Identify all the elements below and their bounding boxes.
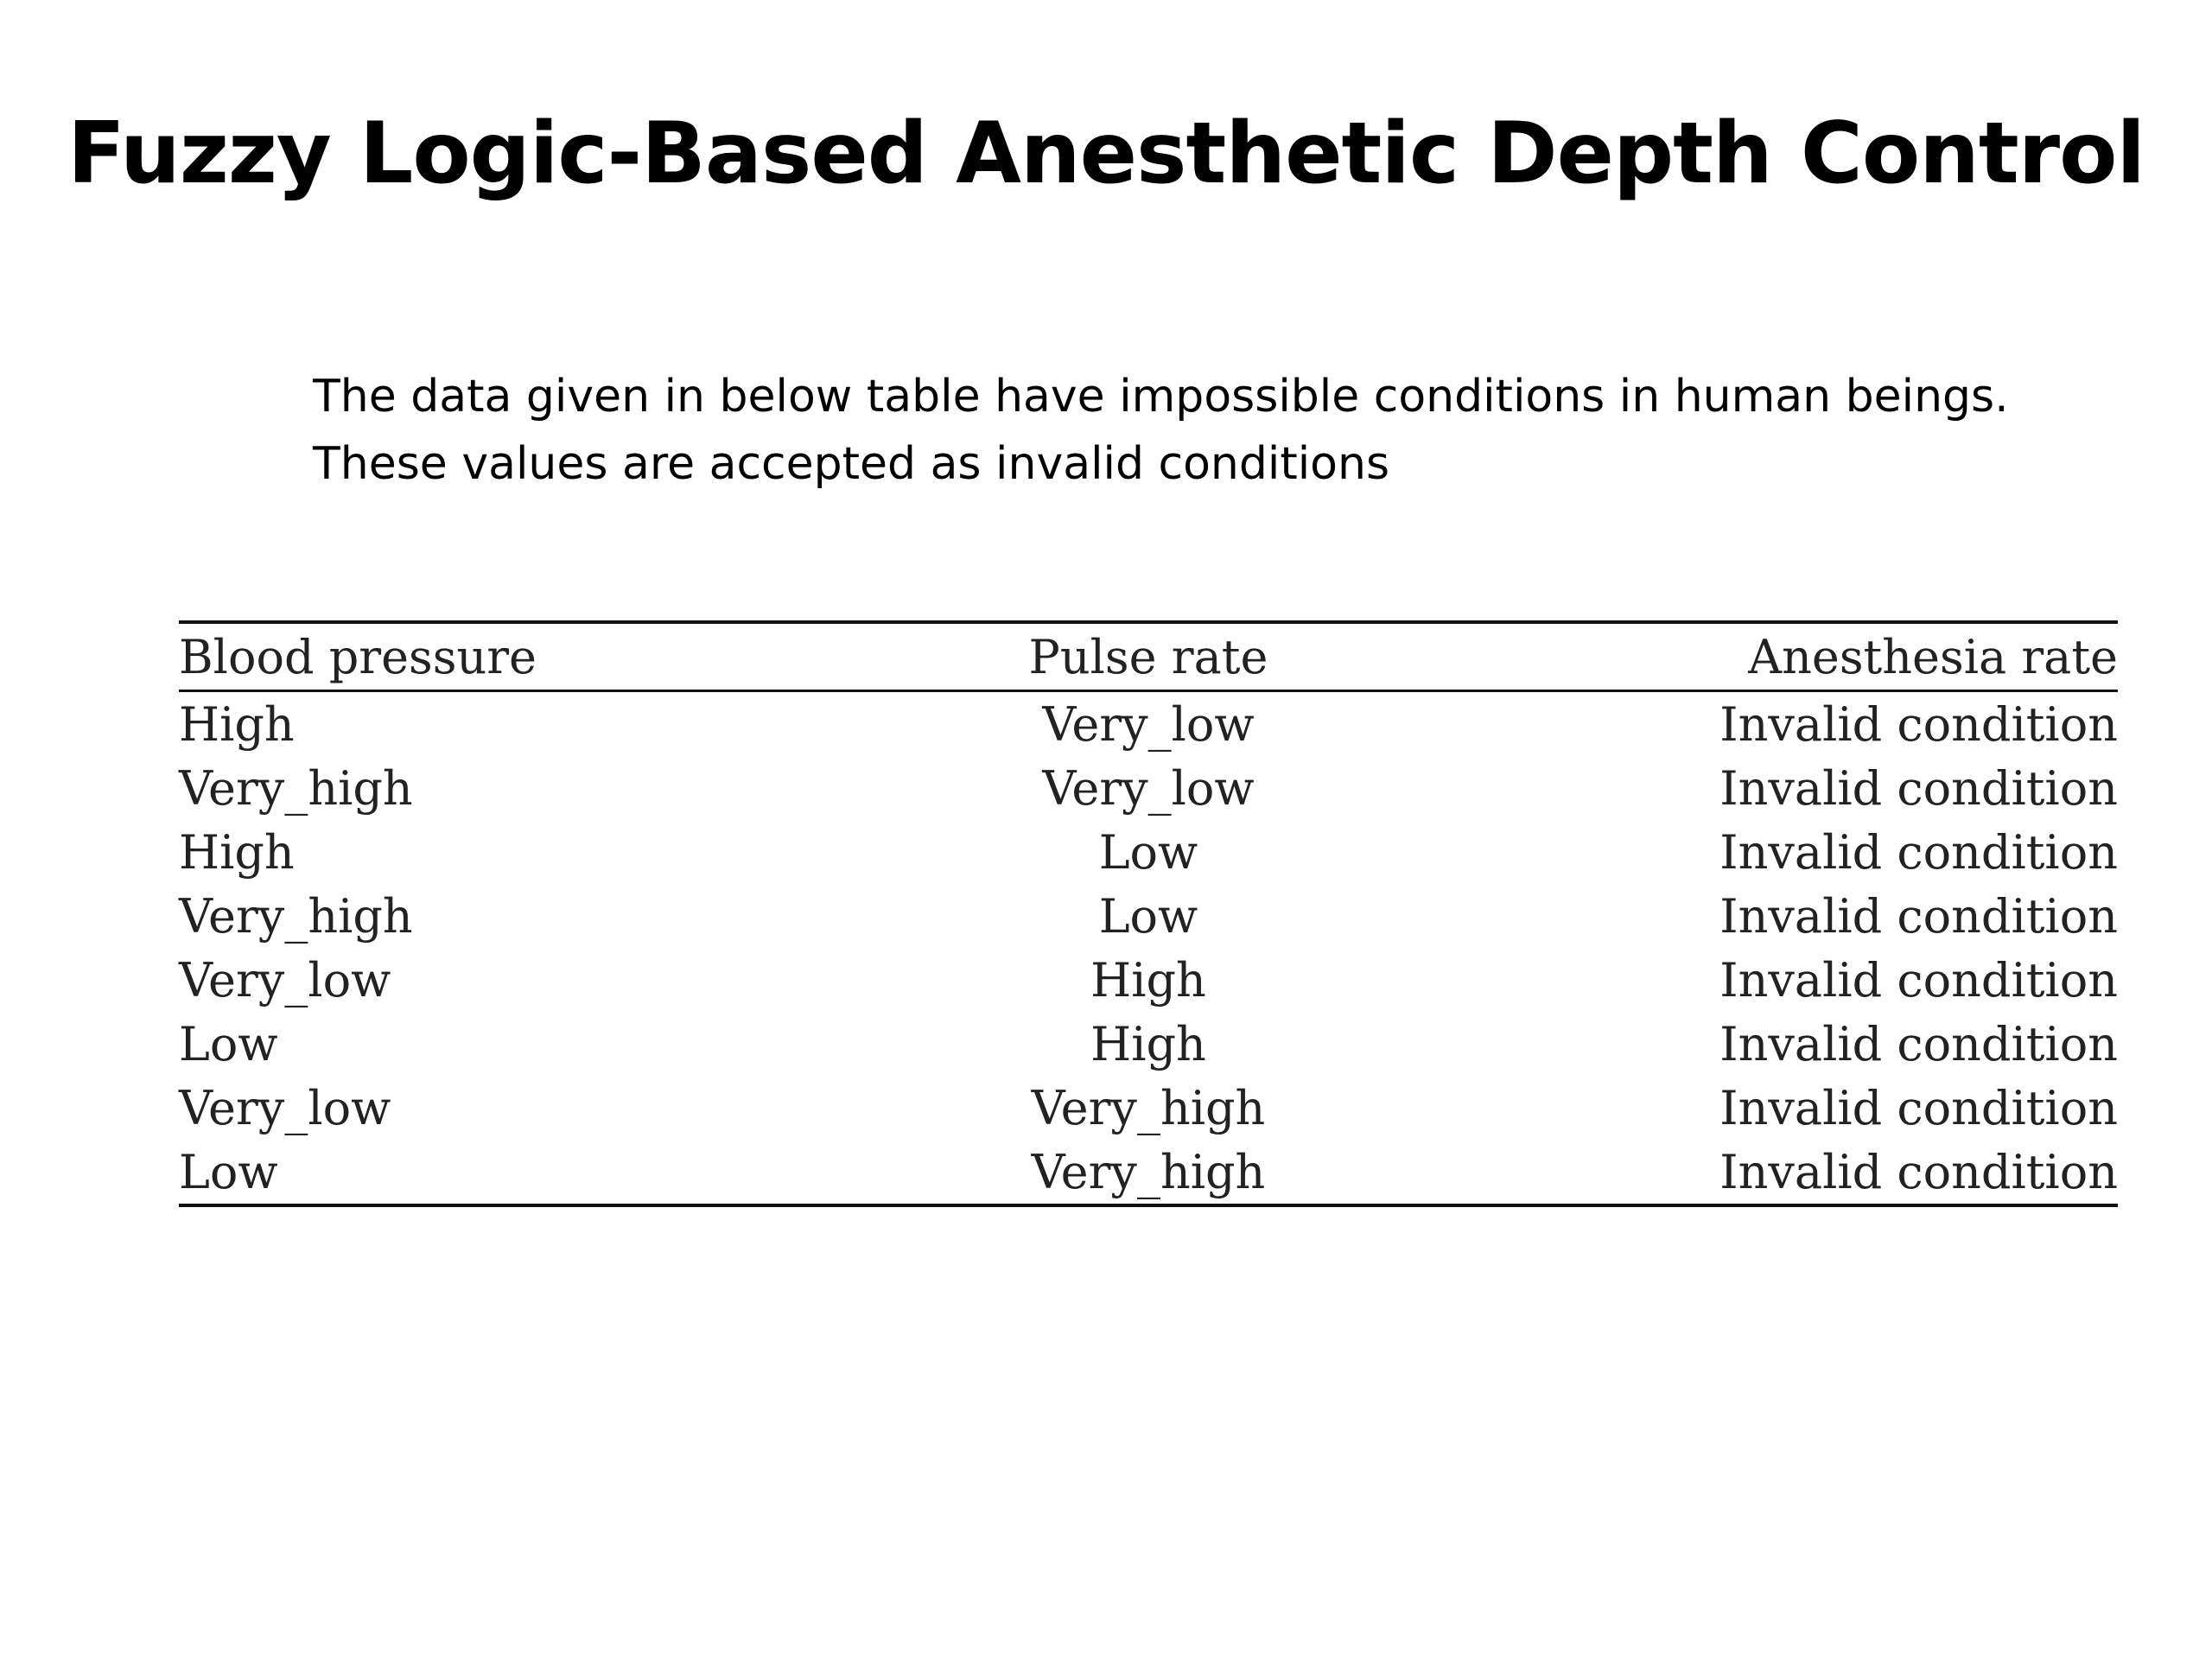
slide-title: Fuzzy Logic-Based Anesthetic Depth Control: [67, 105, 2145, 203]
invalid-conditions-table: [179, 620, 2118, 1207]
cell-anesthesia-rate: Invalid condition: [1719, 824, 2118, 880]
intro-line: The data given in below table have impossible conditions in human beings.: [313, 371, 2009, 423]
table-row: [179, 756, 2118, 820]
cell-blood-pressure: Low: [179, 1016, 278, 1071]
table-row: [179, 820, 2118, 884]
cell-pulse-rate: High: [1090, 952, 1206, 1007]
cell-blood-pressure: Very_low: [179, 1080, 391, 1135]
header-anesthesia-rate: Anesthesia rate: [1748, 629, 2118, 684]
cell-anesthesia-rate: Invalid condition: [1719, 1144, 2118, 1199]
cell-anesthesia-rate: Invalid condition: [1719, 1016, 2118, 1071]
cell-blood-pressure: High: [179, 696, 295, 752]
intro-text: [313, 363, 2075, 498]
cell-blood-pressure: Very_high: [179, 760, 413, 816]
table-row: [179, 948, 2118, 1012]
table-row: [179, 884, 2118, 948]
cell-pulse-rate: Very_low: [1042, 760, 1255, 816]
header-pulse-rate: Pulse rate: [1028, 629, 1268, 684]
cell-anesthesia-rate: Invalid condition: [1719, 952, 2118, 1007]
header-row: [179, 622, 2118, 691]
intro-line: These values are accepted as invalid conditions: [313, 438, 1390, 490]
cell-blood-pressure: Low: [179, 1144, 278, 1199]
table-row: [179, 1012, 2118, 1076]
table-row: [179, 1140, 2118, 1205]
table-body: [179, 691, 2118, 1206]
cell-pulse-rate: Low: [1098, 888, 1198, 944]
cell-anesthesia-rate: Invalid condition: [1719, 1080, 2118, 1135]
header-blood-pressure: Blood pressure: [179, 629, 537, 684]
cell-anesthesia-rate: Invalid condition: [1719, 760, 2118, 816]
cell-blood-pressure: High: [179, 824, 295, 880]
cell-pulse-rate: Very_low: [1042, 696, 1255, 752]
cell-blood-pressure: Very_low: [179, 952, 391, 1007]
cell-pulse-rate: High: [1090, 1016, 1206, 1071]
cell-pulse-rate: Very_high: [1031, 1144, 1266, 1199]
cell-pulse-rate: Low: [1098, 824, 1198, 880]
table-header: [179, 622, 2118, 691]
table-row: [179, 691, 2118, 757]
cell-anesthesia-rate: Invalid condition: [1719, 888, 2118, 944]
cell-pulse-rate: Very_high: [1031, 1080, 1266, 1135]
cell-blood-pressure: Very_high: [179, 888, 413, 944]
table-row: [179, 1076, 2118, 1140]
cell-anesthesia-rate: Invalid condition: [1719, 696, 2118, 752]
